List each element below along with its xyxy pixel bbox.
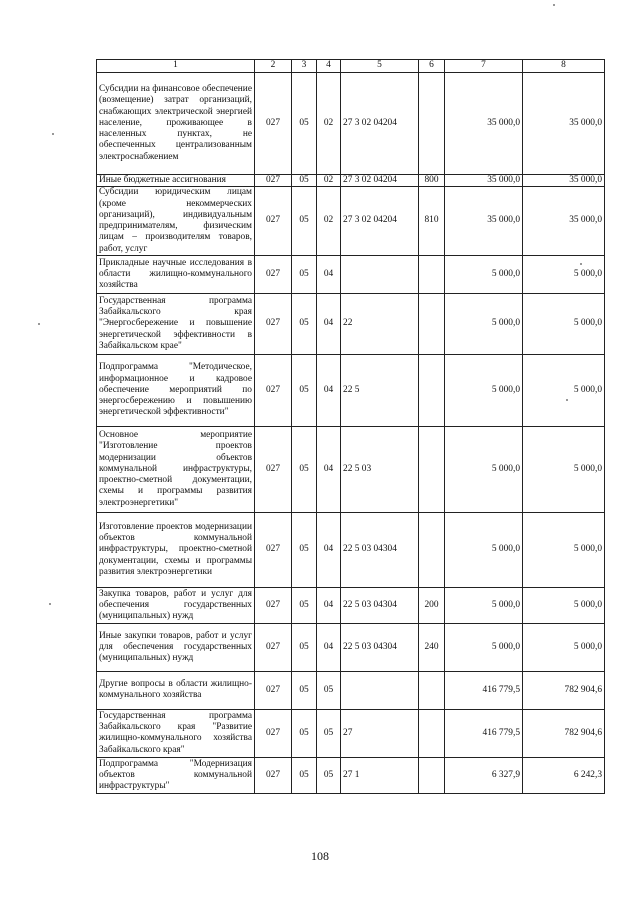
table-row (97, 354, 605, 426)
cell-col-6 (419, 671, 445, 709)
cell-col-2: 027 (255, 512, 292, 587)
row-description: Подпрограмма "Методическое, информационное и кадровое обеспечение мероприятий по энергосбережению и повышению энергетической эффективности" (97, 354, 255, 426)
cell-col-6 (419, 73, 445, 175)
cell-col-8: 5 000,0 (523, 293, 605, 354)
cell-col-7: 5 000,0 (445, 293, 523, 354)
cell-col-7: 416 779,5 (445, 709, 523, 757)
cell-col-4: 02 (317, 73, 341, 175)
table-row (97, 187, 605, 256)
cell-col-5: 22 5 03 04304 (341, 512, 419, 587)
cell-col-2: 027 (255, 671, 292, 709)
cell-col-8: 5 000,0 (523, 354, 605, 426)
cell-col-7: 35 000,0 (445, 187, 523, 256)
header-cell: 8 (523, 60, 605, 73)
header-cell: 6 (419, 60, 445, 73)
cell-col-5: 27 3 02 04204 (341, 73, 419, 175)
cell-col-7: 35 000,0 (445, 73, 523, 175)
table-row (97, 757, 605, 793)
table-header-row (97, 60, 605, 73)
scan-speck (580, 263, 582, 265)
cell-col-7: 5 000,0 (445, 255, 523, 293)
scan-speck (49, 603, 51, 605)
cell-col-8: 5 000,0 (523, 623, 605, 671)
header-cell: 3 (292, 60, 317, 73)
cell-col-2: 027 (255, 354, 292, 426)
cell-col-5: 22 5 (341, 354, 419, 426)
cell-col-2: 027 (255, 587, 292, 623)
cell-col-4: 04 (317, 354, 341, 426)
cell-col-4: 04 (317, 512, 341, 587)
cell-col-8: 782 904,6 (523, 671, 605, 709)
cell-col-3: 05 (292, 587, 317, 623)
cell-col-8: 5 000,0 (523, 255, 605, 293)
cell-col-2: 027 (255, 73, 292, 175)
cell-col-3: 05 (292, 73, 317, 175)
cell-col-6 (419, 293, 445, 354)
header-cell: 2 (255, 60, 292, 73)
budget-table (96, 59, 605, 794)
row-description: Закупка товаров, работ и услуг для обеспечения государственных (муниципальных) нужд (97, 587, 255, 623)
cell-col-2: 027 (255, 187, 292, 256)
cell-col-8: 6 242,3 (523, 757, 605, 793)
cell-col-7: 6 327,9 (445, 757, 523, 793)
table-row (97, 175, 605, 187)
cell-col-5: 27 3 02 04204 (341, 187, 419, 256)
page-number: 108 (311, 849, 329, 863)
cell-col-6: 810 (419, 187, 445, 256)
table-row (97, 73, 605, 175)
header-cell: 1 (97, 60, 255, 73)
cell-col-3: 05 (292, 671, 317, 709)
cell-col-7: 35 000,0 (445, 175, 523, 187)
cell-col-2: 027 (255, 623, 292, 671)
table-row (97, 426, 605, 512)
cell-col-6 (419, 255, 445, 293)
cell-col-4: 05 (317, 757, 341, 793)
row-description: Иные бюджетные ассигнования (97, 175, 255, 187)
cell-col-3: 05 (292, 426, 317, 512)
cell-col-5 (341, 255, 419, 293)
cell-col-4: 04 (317, 426, 341, 512)
cell-col-2: 027 (255, 293, 292, 354)
cell-col-5: 27 3 02 04204 (341, 175, 419, 187)
cell-col-2: 027 (255, 426, 292, 512)
cell-col-5: 22 5 03 04304 (341, 623, 419, 671)
cell-col-5 (341, 671, 419, 709)
cell-col-2: 027 (255, 255, 292, 293)
cell-col-2: 027 (255, 757, 292, 793)
cell-col-3: 05 (292, 757, 317, 793)
cell-col-8: 35 000,0 (523, 187, 605, 256)
cell-col-3: 05 (292, 293, 317, 354)
table-row (97, 709, 605, 757)
table-row (97, 512, 605, 587)
row-description: Субсидии на финансовое обеспечение (возмещение) затрат организаций, снабжающих электрической энергией население, проживающее в населенных пунктах, не обеспеченных централизованным электроснабжением (97, 73, 255, 175)
cell-col-6: 200 (419, 587, 445, 623)
cell-col-4: 05 (317, 671, 341, 709)
cell-col-4: 04 (317, 293, 341, 354)
cell-col-2: 027 (255, 709, 292, 757)
row-description: Государственная программа Забайкальского края "Энергосбережение и повышение энергетической эффективности в Забайкальском крае" (97, 293, 255, 354)
scan-speck (553, 4, 555, 6)
header-cell: 7 (445, 60, 523, 73)
cell-col-8: 5 000,0 (523, 426, 605, 512)
table-row (97, 623, 605, 671)
table-row (97, 293, 605, 354)
cell-col-7: 5 000,0 (445, 354, 523, 426)
cell-col-2: 027 (255, 175, 292, 187)
cell-col-6: 800 (419, 175, 445, 187)
cell-col-4: 04 (317, 587, 341, 623)
row-description: Изготовление проектов модернизации объектов коммунальной инфраструктуры, проектно-сметной документации, схемы и программы развития электроэнергетики (97, 512, 255, 587)
cell-col-7: 416 779,5 (445, 671, 523, 709)
cell-col-5: 22 5 03 (341, 426, 419, 512)
cell-col-3: 05 (292, 187, 317, 256)
cell-col-5: 22 (341, 293, 419, 354)
cell-col-4: 04 (317, 623, 341, 671)
row-description: Иные закупки товаров, работ и услуг для обеспечения государственных (муниципальных) нужд (97, 623, 255, 671)
row-description: Подпрограмма "Модернизация объектов коммунальной инфраструктуры" (97, 757, 255, 793)
cell-col-4: 02 (317, 187, 341, 256)
cell-col-6 (419, 354, 445, 426)
table-row (97, 587, 605, 623)
cell-col-3: 05 (292, 512, 317, 587)
cell-col-7: 5 000,0 (445, 587, 523, 623)
cell-col-7: 5 000,0 (445, 512, 523, 587)
cell-col-3: 05 (292, 709, 317, 757)
cell-col-8: 35 000,0 (523, 175, 605, 187)
scan-speck (566, 399, 568, 401)
row-description: Государственная программа Забайкальского края "Развитие жилищно-коммунального хозяйства Забайкальского края" (97, 709, 255, 757)
cell-col-3: 05 (292, 255, 317, 293)
cell-col-5: 27 1 (341, 757, 419, 793)
header-cell: 4 (317, 60, 341, 73)
cell-col-8: 5 000,0 (523, 512, 605, 587)
row-description: Основное мероприятие "Изготовление проектов модернизации объектов коммунальной инфраструктуры, проектно-сметной документации, схемы и программы развития электроэнергетики" (97, 426, 255, 512)
cell-col-8: 35 000,0 (523, 73, 605, 175)
cell-col-8: 5 000,0 (523, 587, 605, 623)
cell-col-6 (419, 757, 445, 793)
cell-col-5: 22 5 03 04304 (341, 587, 419, 623)
cell-col-6 (419, 512, 445, 587)
cell-col-4: 02 (317, 175, 341, 187)
cell-col-6 (419, 426, 445, 512)
row-description: Другие вопросы в области жилищно-коммунального хозяйства (97, 671, 255, 709)
cell-col-3: 05 (292, 623, 317, 671)
cell-col-4: 04 (317, 255, 341, 293)
scan-speck (38, 323, 40, 325)
cell-col-7: 5 000,0 (445, 426, 523, 512)
cell-col-6 (419, 709, 445, 757)
cell-col-8: 782 904,6 (523, 709, 605, 757)
cell-col-6: 240 (419, 623, 445, 671)
cell-col-7: 5 000,0 (445, 623, 523, 671)
cell-col-4: 05 (317, 709, 341, 757)
cell-col-5: 27 (341, 709, 419, 757)
row-description: Прикладные научные исследования в области жилищно-коммунального хозяйства (97, 255, 255, 293)
row-description: Субсидии юридическим лицам (кроме некоммерческих организаций), индивидуальным предпринимателям, физическим лицам – производителям товаров, работ, услуг (97, 187, 255, 256)
cell-col-3: 05 (292, 175, 317, 187)
cell-col-3: 05 (292, 354, 317, 426)
table-row (97, 671, 605, 709)
table-row (97, 255, 605, 293)
header-cell: 5 (341, 60, 419, 73)
scan-speck (52, 133, 54, 135)
